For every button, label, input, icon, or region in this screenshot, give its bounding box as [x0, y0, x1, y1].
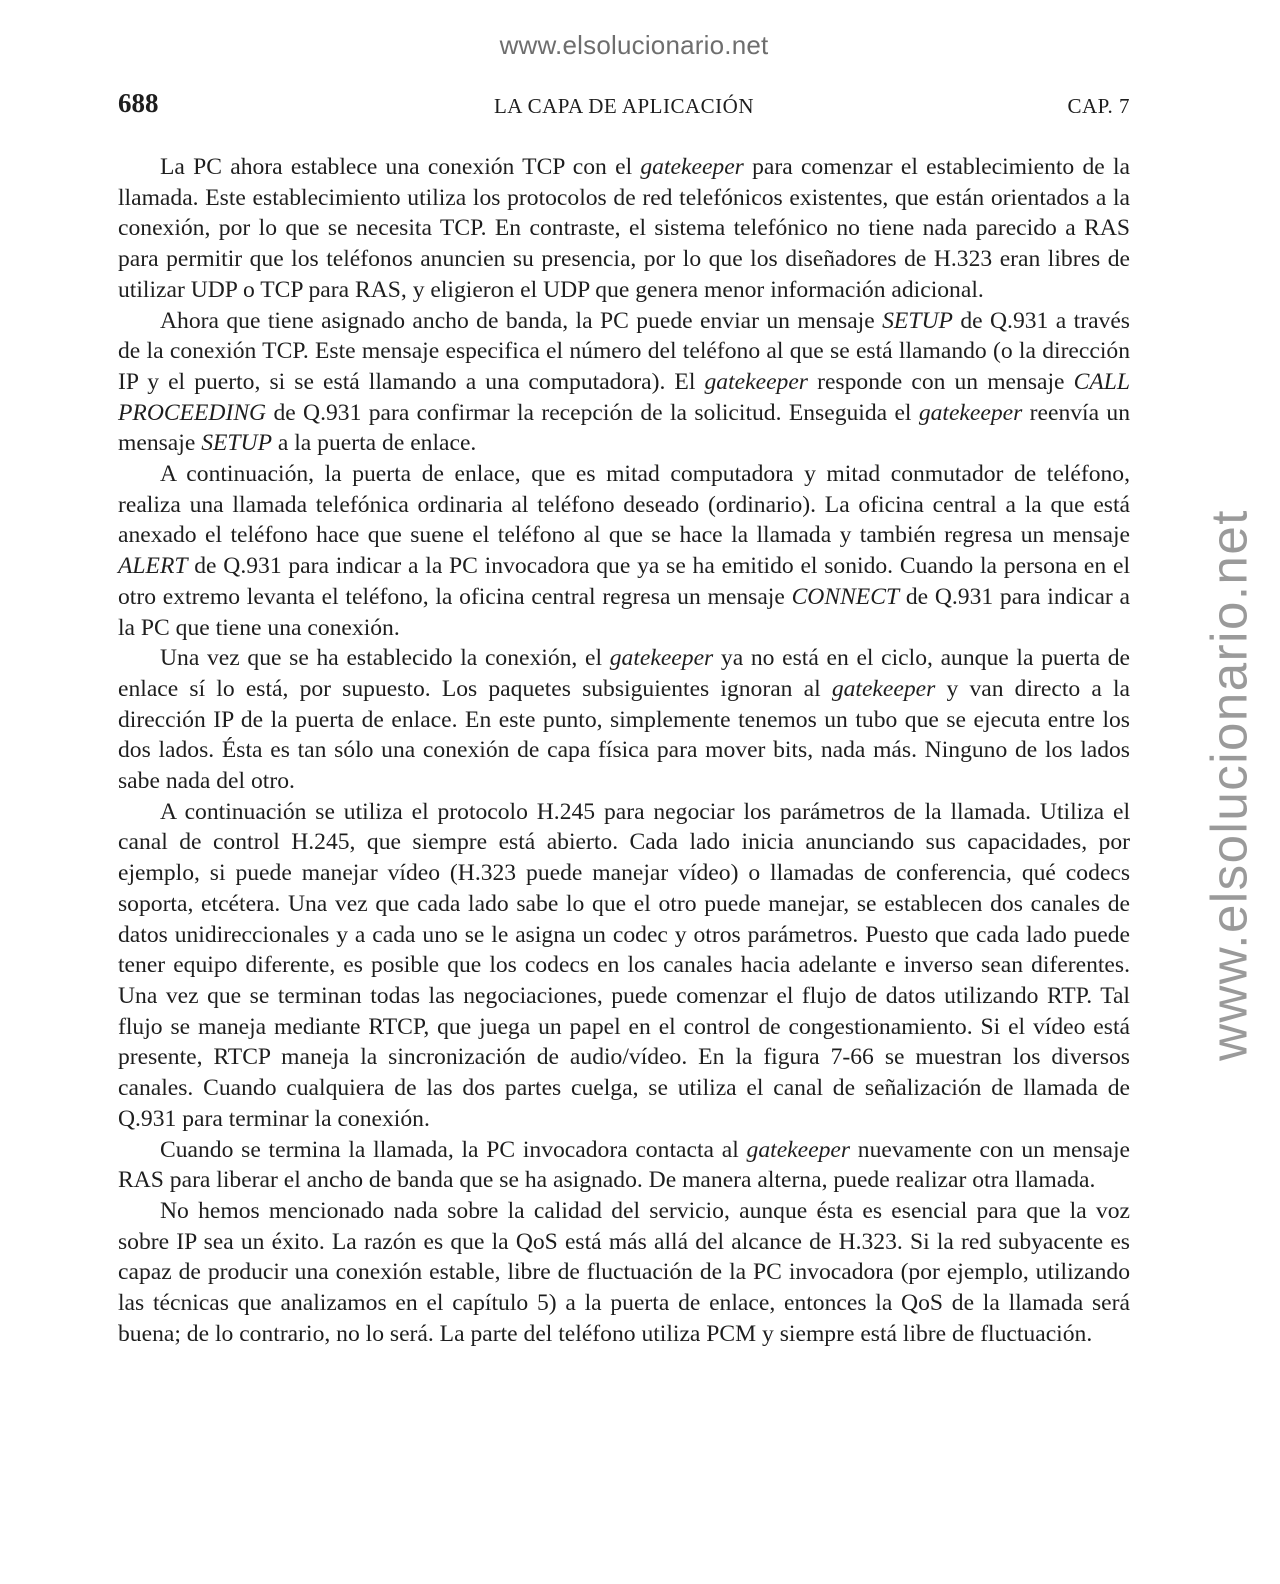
italic-term: SETUP: [201, 430, 272, 457]
text-run: y van directo a la dirección IP de la puerta de enlace. En este punto, simplemente tenemos un tubo que se ejecuta entre los dos lados. Ésta es tan sólo una conexión de capa física para mover bits, nada más. Ninguno de los lados sabe nada del otro.: [118, 675, 1130, 795]
watermark-top: www.elsolucionario.net: [499, 30, 769, 60]
italic-term: ALERT: [118, 553, 188, 580]
italic-term: gatekeeper: [640, 154, 744, 180]
page-number: 688: [118, 88, 159, 118]
text-run: Ahora que tiene asignado ancho de banda, la PC puede enviar un mensaje: [160, 307, 883, 334]
italic-term: gatekeeper: [609, 645, 714, 672]
text-run: Cuando se termina la llamada, la PC invocadora contacta al: [160, 1136, 747, 1163]
paragraph: [118, 643, 1130, 797]
italic-term: SETUP: [882, 307, 953, 334]
italic-term: CALL PROCEEDING: [118, 368, 1130, 426]
running-head: [118, 88, 1130, 124]
text-run: A continuación, la puerta de enlace, que es mitad computadora y mitad conmutador de teléfono, realiza una llamada telefónica ordinaria al teléfono deseado (ordinario). La oficina central a la que está anexado el teléfono hace que suene el teléfono al que se hace la llamada y también regresa un mensaje: [118, 461, 1130, 549]
text-run: A continuación se utiliza el protocolo H.245 para negociar los parámetros de la llamada. Utiliza el canal de control H.245, que siempre está abierto. Cada lado inicia anunciando sus capacidades, por ejemplo, si puede manejar vídeo (H.323 puede manejar vídeo) o llamadas de conferencia, qué codecs soporta, etcétera. Una vez que cada lado sabe lo que el otro puede manejar, se establecen dos canales de datos unidireccionales y a cada uno se le asigna un codec y otros parámetros. Puesto que cada lado puede tener equipo diferente, es posible que los codecs en los canales hacia adelante e inverso sean diferentes. Una vez que se terminan todas las negociaciones, puede comenzar el flujo de datos utilizando RTP. Tal flujo se maneja mediante RTCP, que juega un papel en el control de congestionamiento. Si el vídeo está presente, RTCP maneja la sincronización de audio/vídeo. En la figura 7-66 se muestran los diversos canales. Cuando cualquiera de las dos partes cuelga, se utiliza el canal de señalización de llamada de Q.931 para terminar la conexión.: [118, 798, 1130, 1132]
italic-term: gatekeeper: [746, 1136, 851, 1163]
text-run: Una vez que se ha establecido la conexión, el: [160, 645, 610, 672]
text-run: La PC ahora establece una conexión TCP con el: [160, 154, 641, 180]
text-run: de Q.931 para confirmar la recepción de la solicitud. Enseguida el: [266, 399, 919, 426]
italic-term: CONNECT: [791, 583, 900, 610]
text-run: a la puerta de enlace.: [271, 430, 477, 457]
text-run: de Q.931 para indicar a la PC invocadora que ya se ha emitido el sonido. Cuando la persona en el otro extremo levanta el teléfono, la oficina central regresa un mensaje: [118, 553, 1130, 610]
text-run: de Q.931 a través de la conexión TCP. Este mensaje especifica el número del teléfono al que se está llamando (o la dirección IP y el puerto, si se está llamando a una computadora). El: [118, 307, 1130, 395]
paragraph: [118, 306, 1130, 460]
paragraph: [118, 459, 1130, 643]
chapter-reference: CAP. 7: [1067, 94, 1130, 118]
paragraph: [118, 1135, 1130, 1196]
italic-term: gatekeeper: [704, 368, 808, 395]
text-run: reenvía un mensaje: [118, 399, 1130, 457]
paragraph: [118, 1196, 1130, 1350]
text-run: nuevamente con un mensaje RAS para liberar el ancho de banda que se ha asignado. De manera alterna, puede realizar otra llamada.: [118, 1136, 1130, 1194]
text-run: No hemos mencionado nada sobre la calidad del servicio, aunque ésta es esencial para que la voz sobre IP sea un éxito. La razón es que la QoS está más allá del alcance de H.323. Si la red subyacente es capaz de producir una conexión estable, libre de fluctuación de la PC invocadora (por ejemplo, utilizando las técnicas que analizamos en el capítulo 5) a la puerta de enlace, entonces la QoS de la llamada será buena; de lo contrario, no lo será. La parte del teléfono utiliza PCM y siempre está libre de fluctuación.: [118, 1197, 1130, 1347]
paragraph: [118, 152, 1130, 306]
text-run: de Q.931 para indicar a la PC que tiene una conexión.: [118, 583, 1130, 641]
watermark-side: www.elsolucionario.net: [1200, 509, 1258, 1061]
text-run: ya no está en el ciclo, aunque la puerta de enlace sí lo está, por supuesto. Los paquetes subsiguientes ignoran al: [118, 645, 1131, 702]
paragraph: [118, 797, 1130, 1135]
text-run: para comenzar el establecimiento de la llamada. Este establecimiento utiliza los protocolos de red telefónicos existentes, que están orientados a la conexión, por lo que se necesita TCP. En contraste, el sistema telefónico no tiene nada parecido a RAS para permitir que los teléfonos anuncien su presencia, por lo que los diseñadores de H.323 eran libres de utilizar UDP o TCP para RAS, y eligieron el UDP que genera menor información adicional.: [118, 154, 1130, 303]
text-run: responde con un mensaje: [808, 368, 1074, 395]
body-text: [118, 152, 1130, 1349]
chapter-title: LA CAPA DE APLICACIÓN: [493, 94, 755, 118]
italic-term: gatekeeper: [831, 675, 936, 702]
italic-term: gatekeeper: [918, 399, 1023, 426]
